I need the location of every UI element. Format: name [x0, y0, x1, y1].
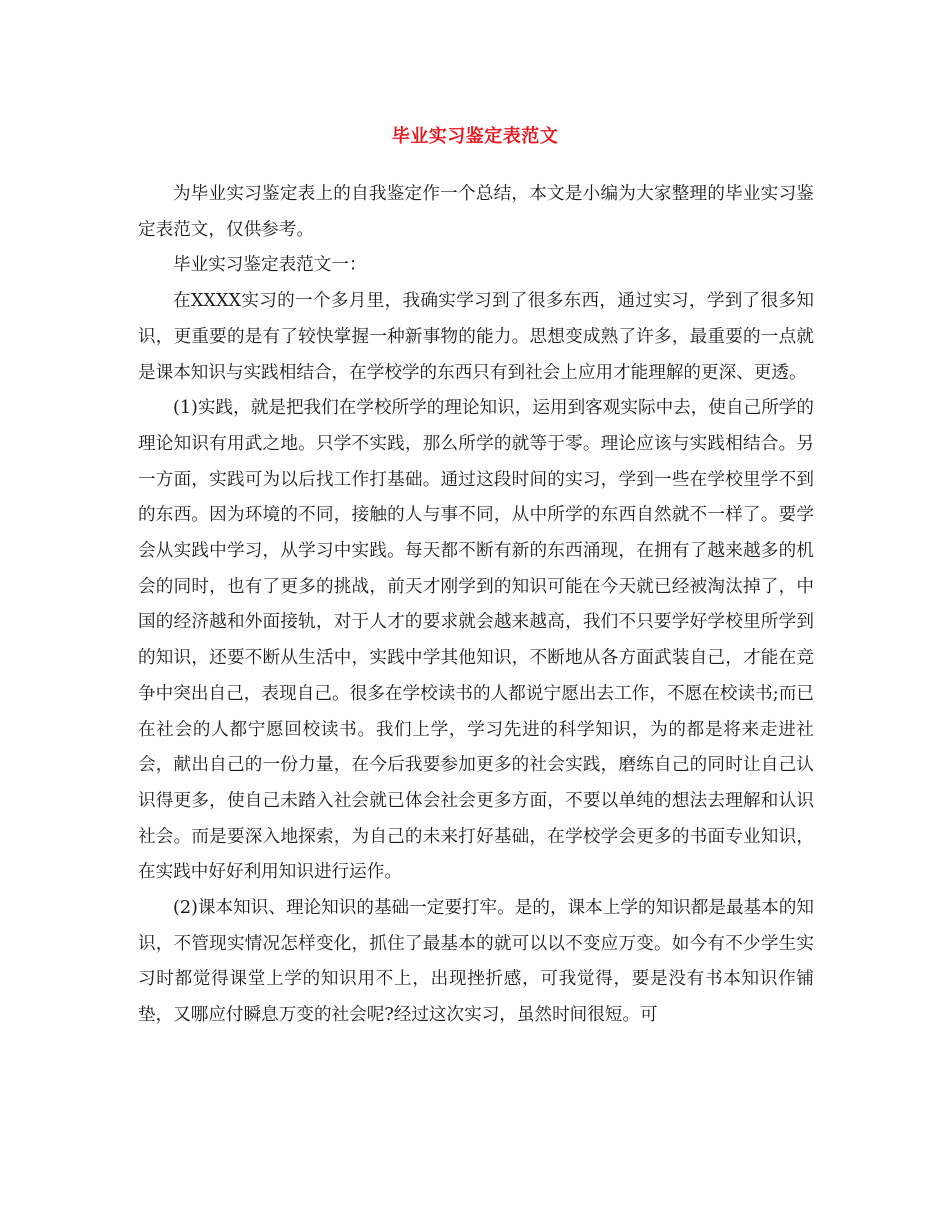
paragraph-textbook-knowledge: (2)课本知识、理论知识的基础一定要打牢。是的，课本上学的知识都是最基本的知识，不管现实情况怎样变化，抓住了最基本的就可以以不变应万变。如今有不少学生实习时都觉得课堂上学的知识用不上，出现挫折感，可我觉得，要是没有书本知识作铺垫，又哪应付瞬息万变的社会呢?经过这次实习，虽然时间很短。可 [138, 898, 814, 1026]
document-title: 毕业实习鉴定表范文 [391, 126, 559, 147]
document-body [138, 177, 814, 1034]
paragraph-intro: 为毕业实习鉴定表上的自我鉴定作一个总结，本文是小编为大家整理的毕业实习鉴定表范文，仅供参考。 [138, 184, 814, 240]
paragraph-internship-summary: 在XXXX实习的一个多月里，我确实学习到了很多东西，通过实习，学到了很多知识，更重要的是有了较快掌握一种新事物的能力。思想变成熟了许多，最重要的一点就是课本知识与实践相结合，在学校学的东西只有到社会上应用才能理解的更深、更透。 [138, 291, 814, 383]
paragraph-section-heading: 毕业实习鉴定表范文一： [173, 255, 367, 276]
paragraph-practice: (1)实践，就是把我们在学校所学的理论知识，运用到客观实际中去，使自己所学的理论知识有用武之地。只学不实践，那么所学的就等于零。理论应该与实践相结合。另一方面，实践可为以后找工作打基础。通过这段时间的实习，学到一些在学校里学不到的东西。因为环境的不同，接触的人与事不同，从中所学的东西自然就不一样了。要学会从实践中学习，从学习中实践。每天都不断有新的东西涌现，在拥有了越来越多的机会的同时，也有了更多的挑战，前天才刚学到的知识可能在今天就已经被淘汰掉了，中国的经济越和外面接轨，对于人才的要求就会越来越高，我们不只要学好学校里所学到的知识，还要不断从生活中，实践中学其他知识，不断地从各方面武装自己，才能在竞争中突出自己，表现自己。很多在学校读书的人都说宁愿出去工作，不愿在校读书;而已在社会的人都宁愿回校读书。我们上学，学习先进的科学知识，为的都是将来走进社会，献出自己的一份力量，在今后我要参加更多的社会实践，磨练自己的同时让自己认识得更多，使自己未踏入社会就已体会社会更多方面，不要以单纯的想法去理解和认识社会。而是要深入地探索，为自己的未来打好基础，在学校学会更多的书面专业知识，在实践中好好利用知识进行运作。 [138, 398, 814, 883]
